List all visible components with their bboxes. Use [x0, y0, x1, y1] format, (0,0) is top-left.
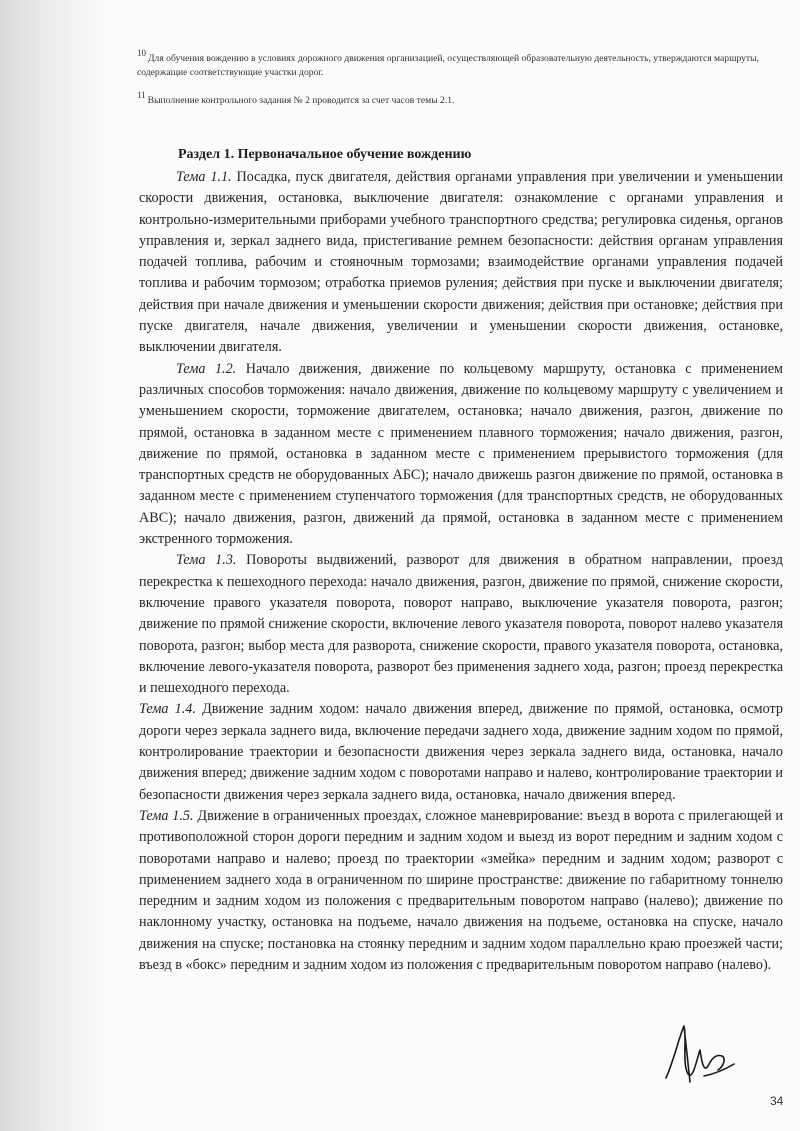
topic-1-5-paragraph: [139, 806, 783, 976]
topic-1-4-text: Движение задним ходом: начало движения вперед, движение по прямой, остановка, осмотр дороги через зеркала заднего вида, включение передачи заднего хода, движение задним ходом по прямой, контролирование траектории и безопасности движения через зеркала заднего вида, остановка, начало движения вперед; движение задним ходом с поворотами направо и налево, контролирование траектории и безопасности движения через зеркала заднего вида, остановка, начало движения вперед.: [139, 701, 783, 803]
footnote-11-number: 11: [137, 90, 146, 100]
footnote-11-text: Выполнение контрольного задания № 2 проводится за счет часов темы 2.1.: [147, 95, 455, 106]
topic-1-3-text: Повороты выдвижений, разворот для движения в обратном направлении, проезд перекрестка к пешеходного перехода: начало движения, разгон, движение по прямой, снижение скорости, включение правого указателя поворота, поворот направо, выключение указателя поворота, разгон; движение по прямой снижение скорости, включение левого указателя поворота, поворот налево указателя поворота, разгон; выбор места для разворота, снижение скорости, правого указателя поворота, остановка, включение левого-указателя поворота, разворот без применения заднего хода, разгон; проезд перекрестка и пешеходного перехода.: [139, 552, 783, 697]
handwritten-signature-icon: [660, 1020, 740, 1090]
topic-1-4-paragraph: [139, 699, 783, 805]
topic-1-1-heading: Тема 1.1.: [176, 169, 232, 185]
topic-1-1-paragraph: [139, 167, 783, 359]
section-body: [139, 167, 783, 976]
topic-1-5-heading: Тема 1.5.: [139, 807, 194, 824]
topic-1-2-heading: Тема 1.2.: [176, 360, 237, 377]
topic-1-2-paragraph: [139, 359, 783, 551]
section-title: Раздел 1. Первоначальное обучение вождению: [178, 147, 472, 162]
footnote-10-number: 10: [137, 48, 146, 58]
topic-1-2-text: Начало движения, движение по кольцевому маршруту, остановка с применением различных способов торможения: начало движения, движение по кольцевому маршруту с увеличением и уменьшением скорости, торможение двигателем, остановка; начало движения, разгон, движение по прямой, остановка в заданном месте с применением плавного торможения; начало движения, разгон, движение по прямой, остановка в заданном месте с применением прерывистого торможения (для транспортных средств не оборудованных АБС); начало движешь разгон движение по прямой, остановка в заданном месте с применением ступенчатого торможения (для транспортных средств, не оборудованных АВС); начало движения, разгон, движений да прямой, остановка в заданном месте с применением экстренного торможения.: [139, 360, 783, 548]
footnotes: [137, 46, 787, 116]
footnote-10: [137, 46, 787, 80]
topic-1-3-heading: Тема 1.3.: [176, 552, 237, 569]
topic-1-4-heading: Тема 1.4.: [139, 701, 196, 718]
footnote-10-text: Для обучения вождению в условиях дорожного движения организацией, осуществляющей образовательную деятельность, утверждаются маршруты, содержащие соответствующие участки дорог.: [137, 53, 759, 78]
topic-1-1-text: Посадка, пуск двигателя, действия органами управления при увеличении и уменьшении скорости движения, остановка, выключение двигателя: ознакомление с органами управления и контрольно-измерительными приборами учебного транспортного средства; регулировка сиденья, органов управления и, зеркал заднего вида, пристегивание ремнем безопасности: действия органам управления подачей топлива, рабочим и стояночным тормозами; взаимодействие органами управления подачей топлива и рабочим тормозом; отработка приемов руления; действия при пуске и выключении двигателя; действия при начале движения и уменьшении скорости движения; действия при остановке; действия при пуске двигателя, начале движения, увеличении и уменьшении скорости движения, остановке, выключении двигателя.: [139, 169, 783, 356]
footnote-11: [137, 88, 787, 108]
topic-1-3-paragraph: [139, 550, 783, 699]
topic-1-5-text: Движение в ограниченных проездах, сложное маневрирование: въезд в ворота с прилегающей и противоположной сторон дороги передним и задним ходом и выезд из ворот передним и задним ходом с поворотами направо и налево; проезд по траектории «змейка» передним и задним ходом; разворот с применением заднего хода в ограниченном по ширине пространстве: движение по габаритному тоннелю передним и задним ходом из положения с предварительным поворотом направо (налево); движение по наклонному участку, остановка на подъеме, начало движения на подъеме, остановка на спуске, начало движения на спуске; постановка на стоянку передним и задним ходом параллельно краю проезжей части; въезд в «бокс» передним и задним ходом из положения с предварительным поворотом направо (налево).: [139, 807, 783, 973]
page-number: 34: [770, 1094, 784, 1108]
